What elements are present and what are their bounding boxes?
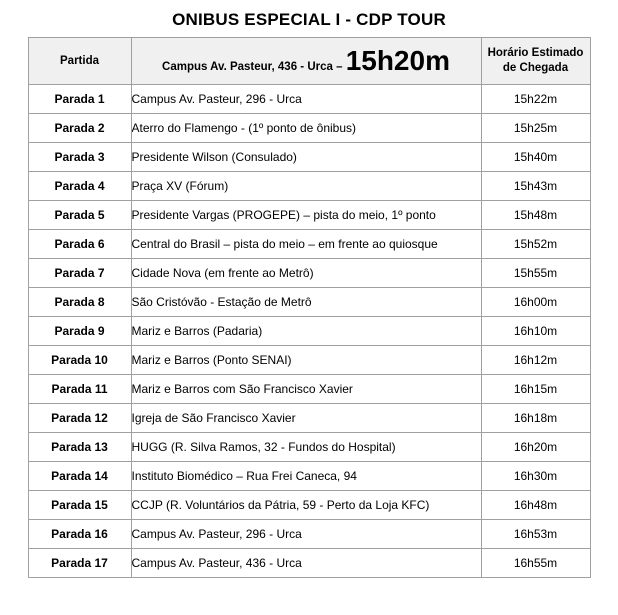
table-row xyxy=(28,288,590,317)
arrival-time-cell: 16h10m xyxy=(481,317,590,346)
stop-location-cell: Central do Brasil – pista do meio – em frente ao quiosque xyxy=(131,230,481,259)
table-row xyxy=(28,143,590,172)
header-route-origin: Campus Av. Pasteur, 436 - Urca – xyxy=(162,60,346,73)
stop-number-cell: Parada 3 xyxy=(28,143,131,172)
stop-number-cell: Parada 10 xyxy=(28,346,131,375)
stop-location-cell: São Cristóvão - Estação de Metrô xyxy=(131,288,481,317)
arrival-time-cell: 15h52m xyxy=(481,230,590,259)
arrival-time-cell: 16h48m xyxy=(481,491,590,520)
stop-number-cell: Parada 5 xyxy=(28,201,131,230)
header-route xyxy=(131,38,481,85)
arrival-time-cell: 16h30m xyxy=(481,462,590,491)
arrival-time-cell: 16h00m xyxy=(481,288,590,317)
stop-location-cell: Campus Av. Pasteur, 296 - Urca xyxy=(131,520,481,549)
arrival-time-cell: 16h15m xyxy=(481,375,590,404)
arrival-time-cell: 16h53m xyxy=(481,520,590,549)
stop-number-cell: Parada 14 xyxy=(28,462,131,491)
stop-number-cell: Parada 15 xyxy=(28,491,131,520)
stop-number-cell: Parada 1 xyxy=(28,85,131,114)
arrival-time-cell: 15h22m xyxy=(481,85,590,114)
table-row xyxy=(28,520,590,549)
arrival-time-cell: 16h55m xyxy=(481,549,590,578)
table-row xyxy=(28,317,590,346)
stop-number-cell: Parada 9 xyxy=(28,317,131,346)
bus-schedule-table xyxy=(28,37,591,578)
stop-location-cell: Mariz e Barros com São Francisco Xavier xyxy=(131,375,481,404)
stop-number-cell: Parada 12 xyxy=(28,404,131,433)
table-row xyxy=(28,404,590,433)
stop-number-cell: Parada 4 xyxy=(28,172,131,201)
arrival-time-cell: 16h18m xyxy=(481,404,590,433)
arrival-time-cell: 15h25m xyxy=(481,114,590,143)
stop-location-cell: Instituto Biomédico – Rua Frei Caneca, 94 xyxy=(131,462,481,491)
page-title: ONIBUS ESPECIAL I - CDP TOUR xyxy=(172,10,446,29)
header-departure: Partida xyxy=(28,38,131,85)
stop-number-cell: Parada 17 xyxy=(28,549,131,578)
stop-number-cell: Parada 11 xyxy=(28,375,131,404)
table-row xyxy=(28,172,590,201)
stop-location-cell: Cidade Nova (em frente ao Metrô) xyxy=(131,259,481,288)
table-row xyxy=(28,114,590,143)
stop-number-cell: Parada 13 xyxy=(28,433,131,462)
stop-location-cell: CCJP (R. Voluntários da Pátria, 59 - Perto da Loja KFC) xyxy=(131,491,481,520)
arrival-time-cell: 15h48m xyxy=(481,201,590,230)
table-body xyxy=(28,85,590,578)
stop-number-cell: Parada 8 xyxy=(28,288,131,317)
arrival-time-cell: 16h12m xyxy=(481,346,590,375)
arrival-time-cell: 15h43m xyxy=(481,172,590,201)
table-row xyxy=(28,346,590,375)
table-row xyxy=(28,259,590,288)
table-row xyxy=(28,433,590,462)
stop-number-cell: Parada 7 xyxy=(28,259,131,288)
stop-location-cell: Presidente Wilson (Consulado) xyxy=(131,143,481,172)
table-row xyxy=(28,201,590,230)
stop-location-cell: Campus Av. Pasteur, 436 - Urca xyxy=(131,549,481,578)
stop-number-cell: Parada 16 xyxy=(28,520,131,549)
table-row xyxy=(28,491,590,520)
stop-number-cell: Parada 6 xyxy=(28,230,131,259)
table-row xyxy=(28,85,590,114)
stop-location-cell: Mariz e Barros (Ponto SENAI) xyxy=(131,346,481,375)
stop-location-cell: Igreja de São Francisco Xavier xyxy=(131,404,481,433)
table-row xyxy=(28,549,590,578)
header-departure-time: 15h20m xyxy=(345,44,450,76)
table-header xyxy=(28,38,590,85)
arrival-time-cell: 16h20m xyxy=(481,433,590,462)
stop-location-cell: Presidente Vargas (PROGEPE) – pista do meio, 1º ponto xyxy=(131,201,481,230)
stop-number-cell: Parada 2 xyxy=(28,114,131,143)
stop-location-cell: HUGG (R. Silva Ramos, 32 - Fundos do Hospital) xyxy=(131,433,481,462)
arrival-time-cell: 15h55m xyxy=(481,259,590,288)
stop-location-cell: Praça XV (Fórum) xyxy=(131,172,481,201)
arrival-time-cell: 15h40m xyxy=(481,143,590,172)
table-row xyxy=(28,375,590,404)
stop-location-cell: Campus Av. Pasteur, 296 - Urca xyxy=(131,85,481,114)
table-row xyxy=(28,230,590,259)
table-row xyxy=(28,462,590,491)
header-arrival: Horário Estimado de Chegada xyxy=(481,38,590,85)
stop-location-cell: Mariz e Barros (Padaria) xyxy=(131,317,481,346)
header-row xyxy=(28,38,590,85)
stop-location-cell: Aterro do Flamengo - (1º ponto de ônibus) xyxy=(131,114,481,143)
